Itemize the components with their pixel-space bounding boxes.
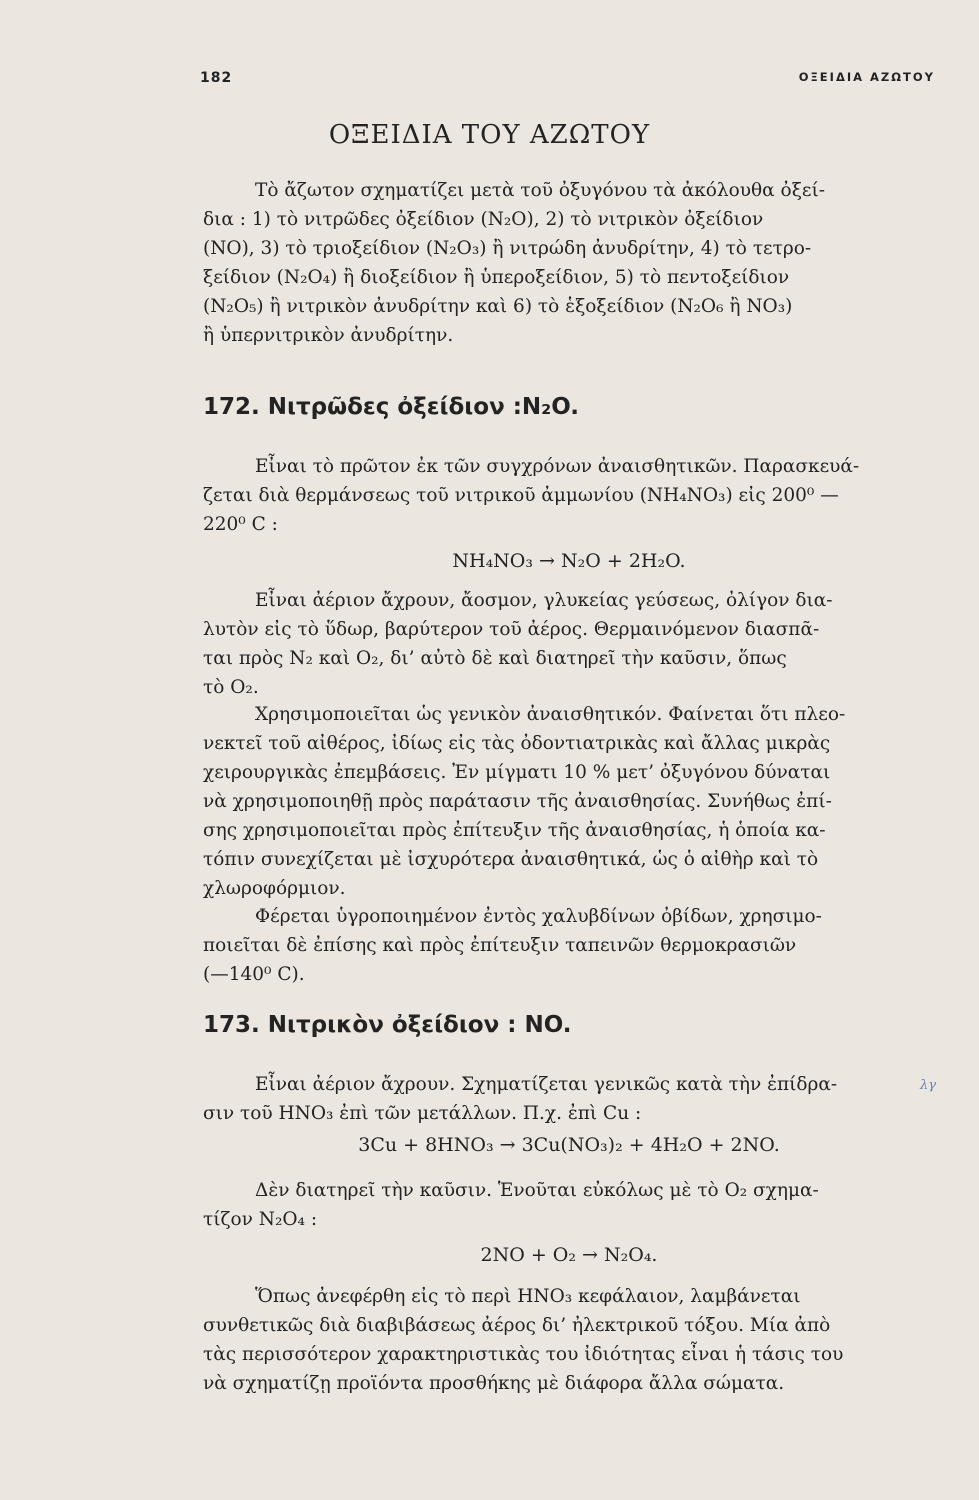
section-172-paragraph-4 xyxy=(203,902,935,989)
text-line: δια : 1) τὸ νιτρῶδες ὀξείδιον (N₂O), 2) τὸ νιτρικὸν ὀξείδιον xyxy=(203,209,764,230)
text-line: Εἶναι τὸ πρῶτον ἐκ τῶν συγχρόνων ἀναισθητικῶν. Παρασκευά- xyxy=(255,456,860,477)
text-line: ἢ ὑπερνιτρικὸν ἀνυδρίτην. xyxy=(203,325,454,346)
section-172-paragraph-1 xyxy=(203,452,935,539)
section-172-paragraph-2 xyxy=(203,586,935,702)
section-173-paragraph-1 xyxy=(203,1070,935,1128)
text-line: τίζον N₂O₄ : xyxy=(203,1209,318,1230)
text-line: σιν τοῦ HNO₃ ἐπὶ τῶν μετάλλων. Π.χ. ἐπὶ Cu : xyxy=(203,1103,642,1124)
text-line: νὰ σχηματίζῃ προϊόντα προσθήκης μὲ διάφορα ἄλλα σώματα. xyxy=(203,1373,785,1394)
section-172-paragraph-3 xyxy=(203,700,935,903)
text-line: λυτὸν εἰς τὸ ὕδωρ, βαρύτερον τοῦ ἀέρος. Θερμαινόμενον διασπᾶ- xyxy=(203,619,820,640)
text-line: Εἶναι ἀέριον ἄχρουν, ἄοσμον, γλυκείας γεύσεως, ὀλίγον δια- xyxy=(255,590,833,611)
chapter-title: ΟΞΕΙΔΙΑ ΤΟΥ ΑΖΩΤΟΥ xyxy=(328,120,651,150)
text-line: Ὅπως ἀνεφέρθη εἰς τὸ περὶ HNO₃ κεφάλαιον, λαμβάνεται xyxy=(255,1286,801,1307)
intro-paragraph xyxy=(203,176,935,350)
text-line: χλωροφόρμιον. xyxy=(203,878,346,899)
text-line: (N₂O₅) ἢ νιτρικὸν ἀνυδρίτην καὶ 6) τὸ ἑξοξείδιον (N₂O₆ ἢ NO₃) xyxy=(203,296,793,317)
equation-copper-nitric: 3Cu + 8HNO₃ → 3Cu(NO₃)₂ + 4H₂O + 2NO. xyxy=(358,1134,780,1156)
handwritten-margin-note: λγ xyxy=(920,1078,937,1093)
text-line: Φέρεται ὑγροποιημένον ἐντὸς χαλυβδίνων ὀβίδων, χρησιμο- xyxy=(255,906,822,927)
section-heading-173: 173. Νιτρικὸν ὀξείδιον : NO. xyxy=(203,1012,572,1038)
text-line: Τὸ ἄζωτον σχηματίζει μετὰ τοῦ ὀξυγόνου τὰ ἀκόλουθα ὀξεί- xyxy=(255,180,825,201)
text-line: Χρησιμοποιεῖται ὡς γενικὸν ἀναισθητικόν. Φαίνεται ὅτι πλεο- xyxy=(255,704,846,725)
section-173-paragraph-2 xyxy=(203,1176,935,1234)
text-line: ζεται διὰ θερμάνσεως τοῦ νιτρικοῦ ἀμμωνίου (NH₄NO₃) εἰς 200⁰ — xyxy=(203,485,839,506)
equation-no-oxidation: 2NO + O₂ → N₂O₄. xyxy=(480,1244,658,1266)
equation-nh4no3: NH₄NO₃ → N₂O + 2H₂O. xyxy=(452,550,686,572)
text-line: χειρουργικὰς ἐπεμβάσεις. Ἐν μίγματι 10 % μετ’ ὀξυγόνου δύναται xyxy=(203,762,831,783)
text-line: τόπιν συνεχίζεται μὲ ἰσχυρότερα ἀναισθητικά, ὡς ὁ αἰθὴρ καὶ τὸ xyxy=(203,849,819,870)
text-line: τὰς περισσότερον χαρακτηριστικὰς του ἰδιότητας εἶναι ἡ τάσις του xyxy=(203,1344,844,1365)
text-line: Δὲν διατηρεῖ τὴν καῦσιν. Ἑνοῦται εὐκόλως μὲ τὸ O₂ σχημα- xyxy=(255,1180,819,1201)
text-line: συνθετικῶς διὰ διαβιβάσεως ἀέρος δι’ ἠλεκτρικοῦ τόξου. Μία ἀπὸ xyxy=(203,1315,831,1336)
text-line: σης χρησιμοποιεῖται πρὸς ἐπίτευξιν τῆς ἀναισθησίας, ἡ ὁποία κα- xyxy=(203,820,826,841)
text-line: νεκτεῖ τοῦ αἰθέρος, ἰδίως εἰς τὰς ὀδοντιατρικὰς καὶ ἄλλας μικρὰς xyxy=(203,733,831,754)
page-header xyxy=(200,70,935,90)
text-line: ξείδιον (N₂O₄) ἢ διοξείδιον ἢ ὑπεροξείδιον, 5) τὸ πεντοξείδιον xyxy=(203,267,790,288)
running-head: ΟΞΕΙΔΙΑ ΑΖΩΤΟΥ xyxy=(798,70,935,84)
text-line: τὸ O₂. xyxy=(203,677,259,698)
section-heading-172: 172. Νιτρῶδες ὀξείδιον :N₂O. xyxy=(203,394,580,420)
text-line: Εἶναι ἀέριον ἄχρουν. Σχηματίζεται γενικῶς κατὰ τὴν ἐπίδρα- xyxy=(255,1074,838,1095)
text-line: ται πρὸς N₂ καὶ O₂, δι’ αὐτὸ δὲ καὶ διατηρεῖ τὴν καῦσιν, ὅπως xyxy=(203,648,787,669)
text-line: νὰ χρησιμοποιηθῇ πρὸς παράτασιν τῆς ἀναισθησίας. Συνήθως ἐπί- xyxy=(203,791,832,812)
text-line: (NO), 3) τὸ τριοξείδιον (N₂O₃) ἢ νιτρώδη ἀνυδρίτην, 4) τὸ τετρο- xyxy=(203,238,812,259)
section-173-paragraph-3 xyxy=(203,1282,935,1398)
text-line: 220⁰ C : xyxy=(203,514,278,535)
page-number: 182 xyxy=(200,70,233,86)
text-line: (—140⁰ C). xyxy=(203,964,305,985)
text-line: ποιεῖται δὲ ἐπίσης καὶ πρὸς ἐπίτευξιν ταπεινῶν θερμοκρασιῶν xyxy=(203,935,797,956)
